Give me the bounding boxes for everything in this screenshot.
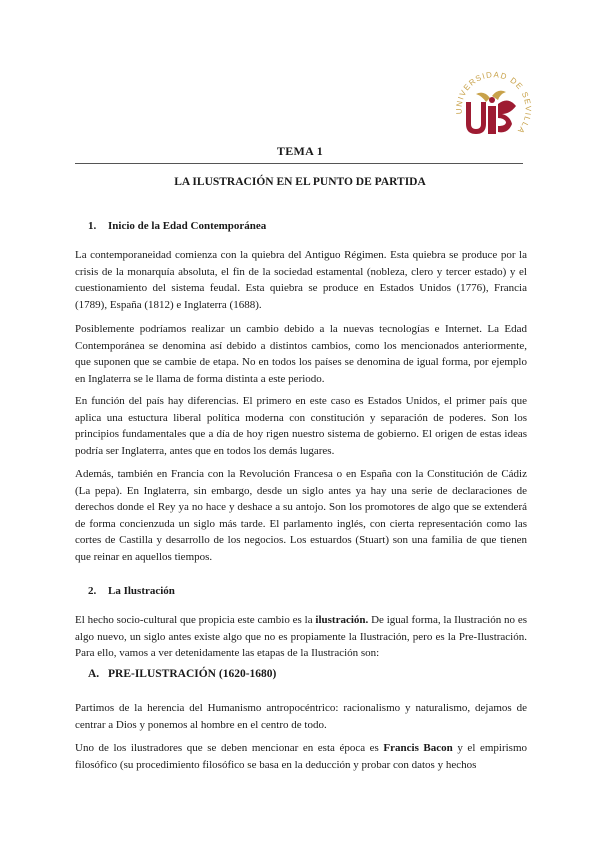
university-seal-icon [452,62,534,146]
paragraph [75,740,527,773]
paragraph: Además, también en Francia con la Revolución Francesa o en España con la Constitución de Cádiz (La pepa). En Inglaterra, sin embargo, desde un siglo antes ya hay una serie de declaraciones de derechos donde el Rey ya no hace y deshace a su antojo. Son los promotores de algo que se extenderá de forma concienzuda un siglo más tarde. El parlamento inglés, con cierta representación como las cortes de Castilla y desarrollo de los negocios. Los estuardos (Stuart) son una familia de que tienen que reinar en aquellos tiempos. [75,468,527,563]
logo-ring-text: UNIVERSIDAD DE SEVILLA [454,70,533,136]
header-divider [75,163,523,164]
subsection-letter: A. [88,668,100,680]
paragraph-text: Uno de los ilustradores que se deben mencionar en esta época es [75,742,384,754]
paragraph-text: El hecho socio-cultural que propicia este cambio es la [75,614,316,626]
section-heading-2 [88,585,175,597]
section-title: La Ilustración [108,585,175,597]
paragraph-text: De igual forma, la Ilustración no es algo nuevo, un siglo antes existe algo que no es propiamente la Ilustración, pero es la Pre-Ilustración. Para ello, vamos a ver detenidamente las etapas de la Ilustración son: [75,614,527,659]
paragraph: Partimos de la herencia del Humanismo antropocéntrico: racionalismo y naturalismo, dejamos de centrar a Dios y ponemos al hombre en el centro de todo. [75,702,527,731]
logo-emblem [466,91,516,134]
paragraph: La contemporaneidad comienza con la quiebra del Antiguo Régimen. Esta quiebra se produce por la crisis de la monarquía absoluta, el fin de la sociedad estamental (nobleza, clero y tercer estado) y el cuestionamiento del sistema feudal. Esta quiebra se produce en Estados Unidos (1776), Francia (1789), España (1812) e Inglaterra (1688). [75,249,527,311]
paragraph: Posiblemente podríamos realizar un cambio debido a la nuevas tecnologías e Internet. La Edad Contemporánea se denomina así debido a distintos cambios, como los mencionados anteriormente, que suponen que se cambie de etapa. No en todos los países se denomina de igual forma, por ejemplo en Inglaterra se le llama de forma distinta a este periodo. [75,323,527,385]
bold-term: Francis Bacon [383,742,453,754]
section-number: 2. [88,585,97,597]
document-title: LA ILUSTRACIÓN EN EL PUNTO DE PARTIDA [174,176,426,188]
section-number: 1. [88,220,97,232]
paragraph [75,612,527,662]
paragraph: En función del país hay diferencias. El primero en este caso es Estados Unidos, el primer país que aplica una estuctura liberal política moderna con constitución y separación de poderes. Son los principios fundamentales que a día de hoy rigen nuestro sistema de gobierno. El origen de estas ideas podría ser Inglaterra, antes que en todos los demás lugares. [75,395,527,457]
section-heading-1 [88,220,266,232]
paragraph-text: y el empirismo filosófico (su procedimiento filosófico se basa en la deducción y probar con datos y hechos [75,742,527,771]
section-title: Inicio de la Edad Contemporánea [108,220,267,232]
topic-number: TEMA 1 [276,144,324,158]
university-logo [452,62,534,146]
subsection-title: PRE-ILUSTRACIÓN (1620-1680) [108,668,277,680]
bold-term: ilustración. [315,614,369,626]
subsection-heading-a [88,668,276,680]
